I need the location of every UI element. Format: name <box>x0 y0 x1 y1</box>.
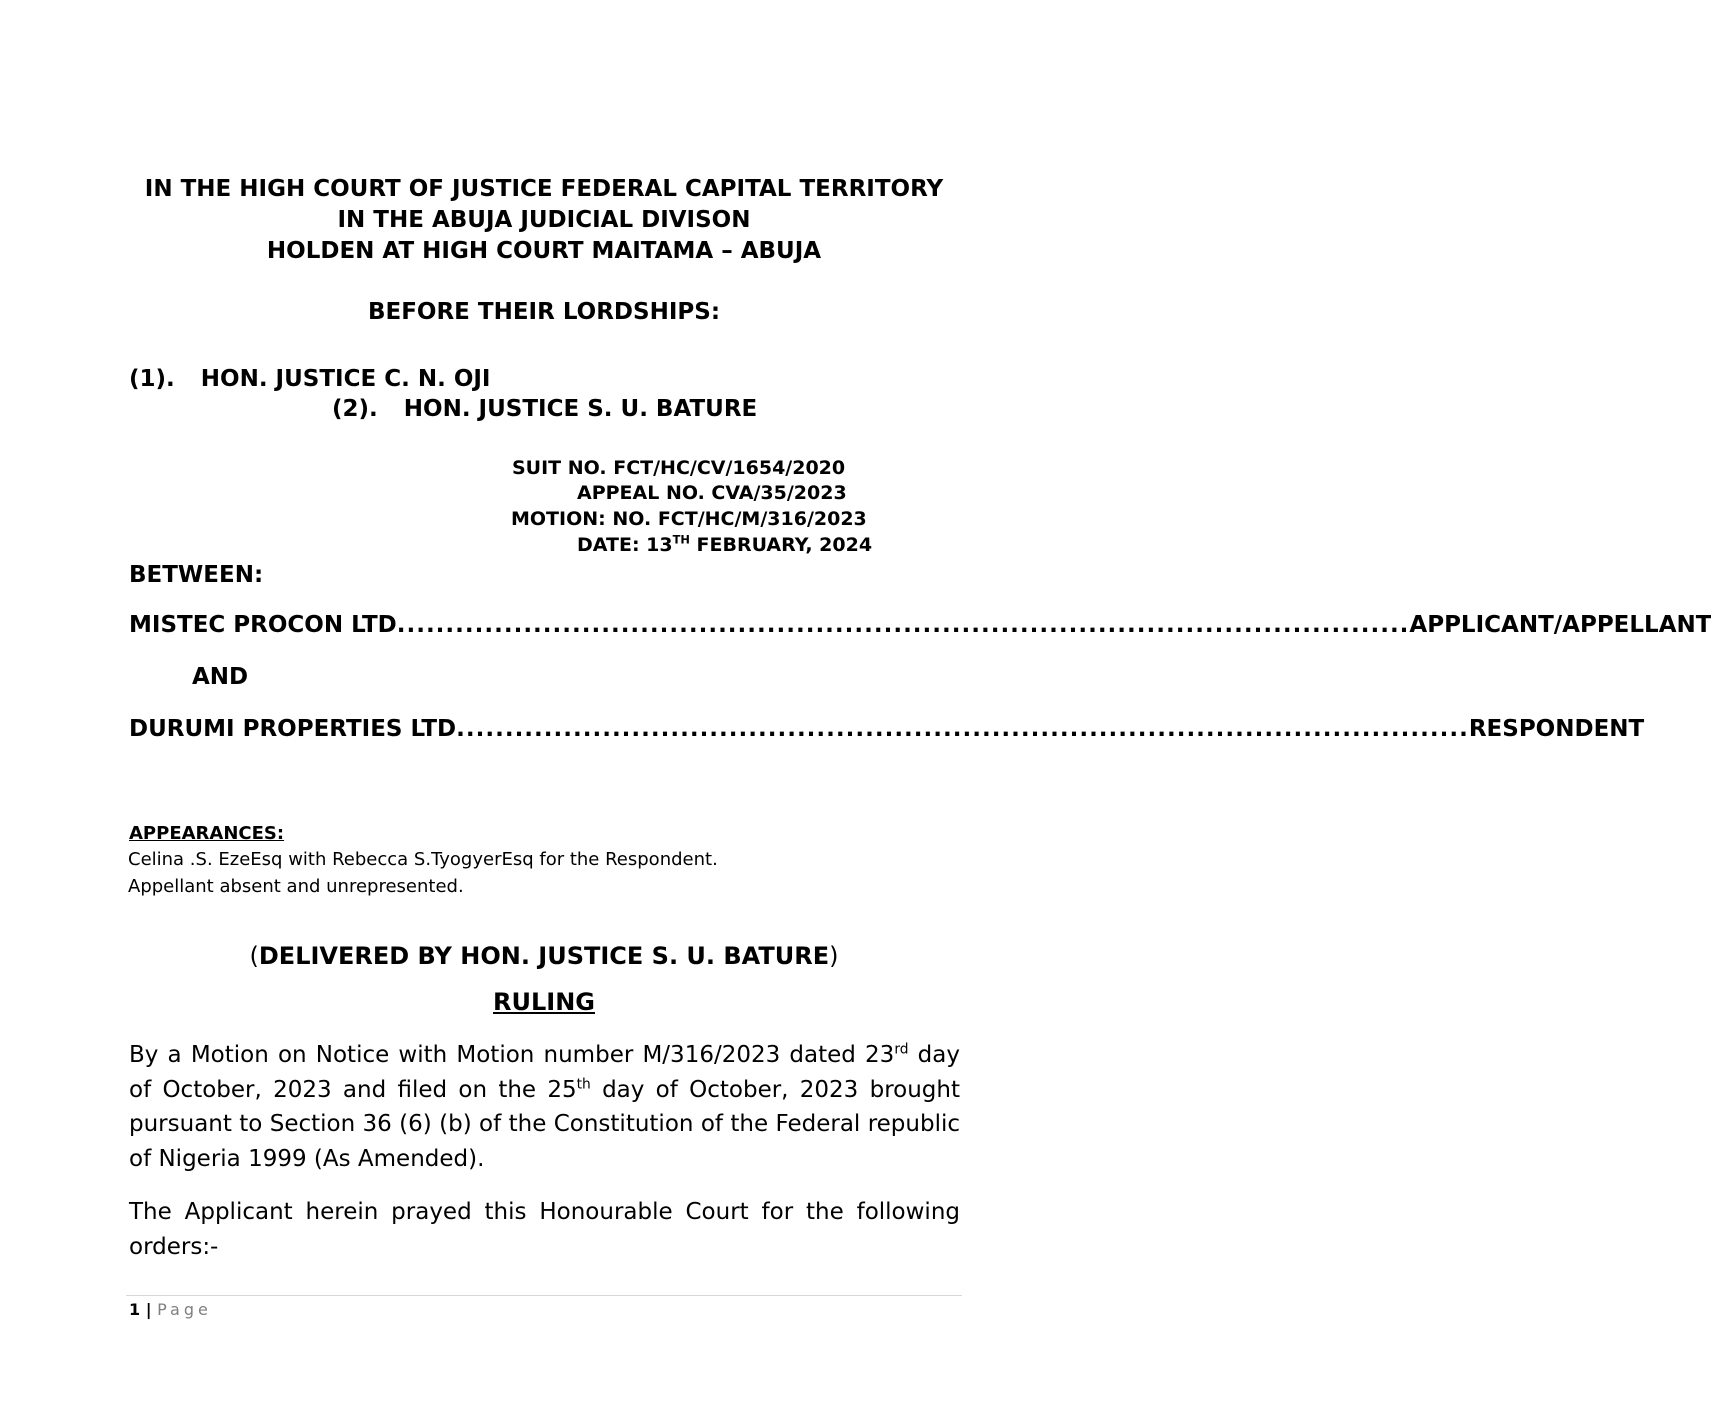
court-header <box>0 174 1088 267</box>
ruling-paragraph-2: The Applicant herein prayed this Honourable Court for the following orders:- <box>129 1199 960 1260</box>
delivered-close-paren: ) <box>829 942 839 970</box>
court-header-line-3: HOLDEN AT HIGH COURT MAITAMA – ABUJA <box>266 238 822 264</box>
judge-1 <box>129 366 491 392</box>
paragraph-1-part-3: day of October, 2023 brought pursuant to Section 36 (6) (b) of the Constitution of the Federal republic of Nigeria 1999 (As Amended). <box>129 1076 960 1172</box>
applicant-leader-dots: ........................................................................................................ <box>396 612 1410 638</box>
appearances-line-2: Appellant absent and unrepresented. <box>128 876 464 897</box>
footer-separator: | <box>140 1300 158 1319</box>
footer-rule <box>126 1295 962 1296</box>
appeal-number: APPEAL NO. CVA/35/2023 <box>577 482 847 504</box>
ruling-date-ordinal: TH <box>672 532 690 547</box>
ruling-date-suffix: FEBRUARY, 2024 <box>689 534 873 556</box>
ruling-date <box>577 534 872 556</box>
court-header-line-2: IN THE ABUJA JUDICIAL DIVISON <box>337 207 751 233</box>
paragraph-1-ordinal-2: th <box>576 1075 591 1092</box>
party-respondent <box>129 716 1645 742</box>
judge-2-name: HON. JUSTICE S. U. BATURE <box>403 396 758 422</box>
paragraph-1-part-2: day of October, 2023 and filed on the 25 <box>129 1042 960 1103</box>
party-applicant <box>129 612 1711 638</box>
appearances-heading: APPEARANCES: <box>129 823 285 844</box>
before-lordships: BEFORE THEIR LORDSHIPS: <box>367 299 721 325</box>
ruling-title: RULING <box>493 988 595 1016</box>
respondent-role: RESPONDENT <box>1468 716 1645 742</box>
judge-2-number: (2). <box>332 396 378 422</box>
judge-1-number: (1). <box>129 366 175 392</box>
delivered-by-text: DELIVERED BY HON. JUSTICE S. U. BATURE <box>258 942 830 970</box>
judge-1-name: HON. JUSTICE C. N. OJI <box>200 366 491 392</box>
appearances-line-1: Celina .S. EzeEsq with Rebecca S.TyogyerEsq for the Respondent. <box>128 849 718 870</box>
applicant-role: APPLICANT/APPELLANT <box>1409 612 1711 638</box>
judge-2 <box>332 396 757 422</box>
ruling-paragraph-1 <box>129 1038 960 1176</box>
suit-number: SUIT NO. FCT/HC/CV/1654/2020 <box>512 457 846 479</box>
delivered-by <box>0 942 1088 970</box>
delivered-open-paren: ( <box>249 942 259 970</box>
motion-number: MOTION: NO. FCT/HC/M/316/2023 <box>511 508 867 530</box>
respondent-name: DURUMI PROPERTIES LTD <box>129 716 457 742</box>
respondent-leader-dots: ........................................................................................................ <box>456 716 1469 742</box>
footer-page-number: 1 <box>129 1300 141 1319</box>
paragraph-1-ordinal-1: rd <box>894 1041 909 1058</box>
applicant-name: MISTEC PROCON LTD <box>129 612 397 638</box>
page-footer <box>129 1300 212 1319</box>
ruling-date-prefix: DATE: 13 <box>577 534 673 556</box>
between-label: BETWEEN: <box>129 562 264 588</box>
footer-page-label: Page <box>157 1300 212 1319</box>
and-label: AND <box>192 664 249 690</box>
court-header-line-1: IN THE HIGH COURT OF JUSTICE FEDERAL CAPITAL TERRITORY <box>144 176 944 202</box>
paragraph-1-part-1: By a Motion on Notice with Motion number M/316/2023 dated 23 <box>129 1042 895 1068</box>
